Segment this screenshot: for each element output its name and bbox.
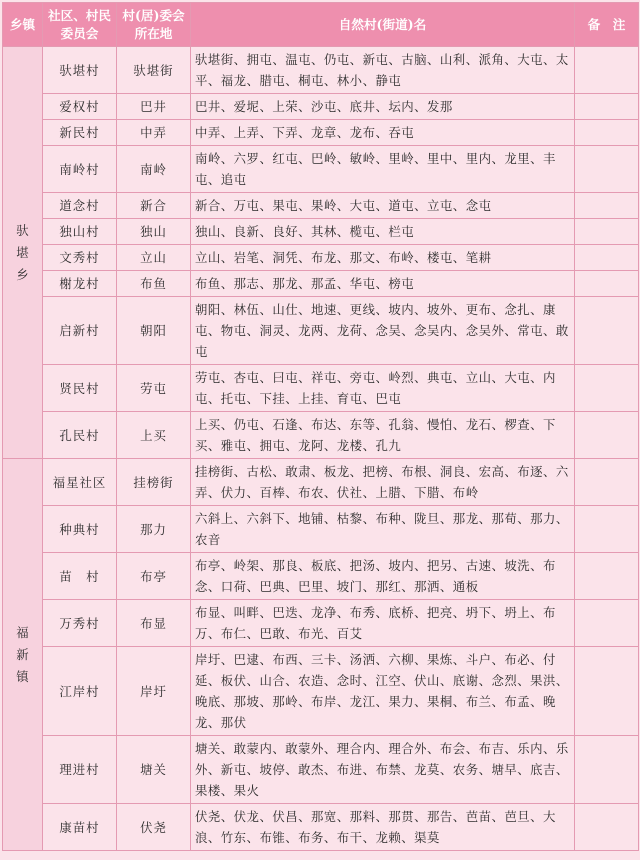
table-row [3,193,639,219]
committee-name: 苗 村 [43,553,117,600]
remark-cell [575,297,639,365]
town-cell [3,47,43,459]
committee-location: 独山 [117,219,191,245]
header-natural-villages: 自然村(街道)名 [191,3,575,47]
committee-location: 布亭 [117,553,191,600]
committee-name: 万秀村 [43,600,117,647]
committee-location: 布鱼 [117,271,191,297]
table-row [3,506,639,553]
committee-location: 上买 [117,412,191,459]
remark-cell [575,120,639,146]
committee-location: 朝阳 [117,297,191,365]
committee-location: 巴井 [117,94,191,120]
remark-cell [575,146,639,193]
remark-cell [575,736,639,804]
natural-villages: 塘关、敢蒙内、敢蒙外、理合内、理合外、布会、布吉、乐内、乐外、新屯、坡停、敢杰、布进、布禁、龙莫、农务、塘早、底吉、果楼、果火 [191,736,575,804]
committee-name: 启新村 [43,297,117,365]
remark-cell [575,193,639,219]
natural-villages: 朝阳、林伍、山仕、地速、更线、坡内、坡外、更布、念扎、康屯、物屯、洞灵、龙两、龙荷、念吴、念吴内、念吴外、常屯、敢屯 [191,297,575,365]
remark-cell [575,412,639,459]
committee-location: 塘关 [117,736,191,804]
town-cell [3,459,43,851]
table-row [3,271,639,297]
town-name: 福新镇 [16,624,29,684]
natural-villages: 巴井、爱坭、上荣、沙屯、底井、坛内、发那 [191,94,575,120]
natural-villages: 上买、仍屯、石逢、布达、东等、孔翁、慢怕、龙石、椤查、下买、雅屯、拥屯、龙阿、龙楼、孔九 [191,412,575,459]
table-row [3,736,639,804]
remark-cell [575,47,639,94]
header-row [3,3,639,47]
table-row [3,47,639,94]
committee-name: 驮堪村 [43,47,117,94]
committee-name: 新民村 [43,120,117,146]
committee-location: 南岭 [117,146,191,193]
natural-villages: 驮堪街、拥屯、温屯、仍屯、新屯、古脑、山利、派角、大屯、太平、福龙、腊屯、桐屯、林小、静屯 [191,47,575,94]
remark-cell [575,647,639,736]
committee-name: 孔民村 [43,412,117,459]
committee-location: 驮堪街 [117,47,191,94]
table-row [3,94,639,120]
header-remarks: 备 注 [575,3,639,47]
table-row [3,219,639,245]
remark-cell [575,804,639,851]
table-row [3,647,639,736]
natural-villages: 岸圩、巴逮、布西、三卡、汤洒、六柳、果炼、斗户、布必、付延、板伏、山合、农造、念时、江空、伏山、底谢、念烈、果洪、晚底、那坡、那岭、布岸、龙江、果力、果桐、布兰、布孟、晚龙、那伏 [191,647,575,736]
natural-villages: 布显、叫畔、巴迭、龙净、布秀、底桥、把亮、坍下、坍上、布万、布仁、巴敢、布光、百艾 [191,600,575,647]
committee-location: 中弄 [117,120,191,146]
table-row [3,297,639,365]
committee-location: 岸圩 [117,647,191,736]
natural-villages: 新合、万屯、果屯、果岭、大屯、道屯、立屯、念屯 [191,193,575,219]
committee-name: 南岭村 [43,146,117,193]
remark-cell [575,600,639,647]
table-row [3,146,639,193]
natural-villages: 挂榜街、古松、敢肃、板龙、把榜、布根、洞良、宏高、布逐、六弄、伏力、百棒、布农、伏社、上腊、下腊、布岭 [191,459,575,506]
table-row [3,553,639,600]
remark-cell [575,553,639,600]
remark-cell [575,245,639,271]
town-name: 驮堪乡 [16,222,29,282]
table-row [3,804,639,851]
remark-cell [575,94,639,120]
committee-name: 福星社区 [43,459,117,506]
remark-cell [575,459,639,506]
table-row [3,600,639,647]
committee-name: 独山村 [43,219,117,245]
committee-name: 榭龙村 [43,271,117,297]
natural-villages: 立山、岩笔、洞凭、布龙、那文、布岭、楼屯、笔耕 [191,245,575,271]
natural-villages: 布亭、岭架、那良、板底、把汤、坡内、把另、古速、坡洗、布念、口荷、巴典、巴里、坡门、那红、那洒、通板 [191,553,575,600]
committee-location: 那力 [117,506,191,553]
committee-name: 康苗村 [43,804,117,851]
table-row [3,412,639,459]
remark-cell [575,365,639,412]
table-row [3,245,639,271]
remark-cell [575,506,639,553]
table-row [3,459,639,506]
committee-location: 劳屯 [117,365,191,412]
village-table [2,2,639,851]
header-town: 乡镇 [3,3,43,47]
committee-location: 挂榜街 [117,459,191,506]
natural-villages: 中弄、上弄、下弄、龙章、龙布、吞屯 [191,120,575,146]
committee-name: 道念村 [43,193,117,219]
natural-villages: 南岭、六罗、红屯、巴岭、敏岭、里岭、里中、里内、龙里、丰屯、追屯 [191,146,575,193]
header-committee-location: 村(居)委会所在地 [117,3,191,47]
committee-location: 立山 [117,245,191,271]
committee-location: 布显 [117,600,191,647]
committee-location: 伏尧 [117,804,191,851]
header-committee: 社区、村民委员会 [43,3,117,47]
committee-location: 新合 [117,193,191,219]
committee-name: 文秀村 [43,245,117,271]
table-row [3,120,639,146]
natural-villages: 六斜上、六斜下、地铺、枯黎、布种、陇旦、那龙、那荀、那力、农音 [191,506,575,553]
natural-villages: 劳屯、杏屯、曰屯、祥屯、旁屯、岭烈、典屯、立山、大屯、内屯、托屯、下挂、上挂、育屯、巴屯 [191,365,575,412]
natural-villages: 独山、良新、良好、其林、榄屯、栏屯 [191,219,575,245]
natural-villages: 伏尧、伏龙、伏昌、那宽、那料、那贯、那告、芭苗、芭旦、大浪、竹东、布锥、布务、布干、龙赖、渠莫 [191,804,575,851]
committee-name: 江岸村 [43,647,117,736]
table-row [3,365,639,412]
committee-name: 种典村 [43,506,117,553]
natural-villages: 布鱼、那志、那龙、那孟、华屯、榜屯 [191,271,575,297]
committee-name: 贤民村 [43,365,117,412]
committee-name: 爱权村 [43,94,117,120]
committee-name: 理进村 [43,736,117,804]
remark-cell [575,271,639,297]
remark-cell [575,219,639,245]
